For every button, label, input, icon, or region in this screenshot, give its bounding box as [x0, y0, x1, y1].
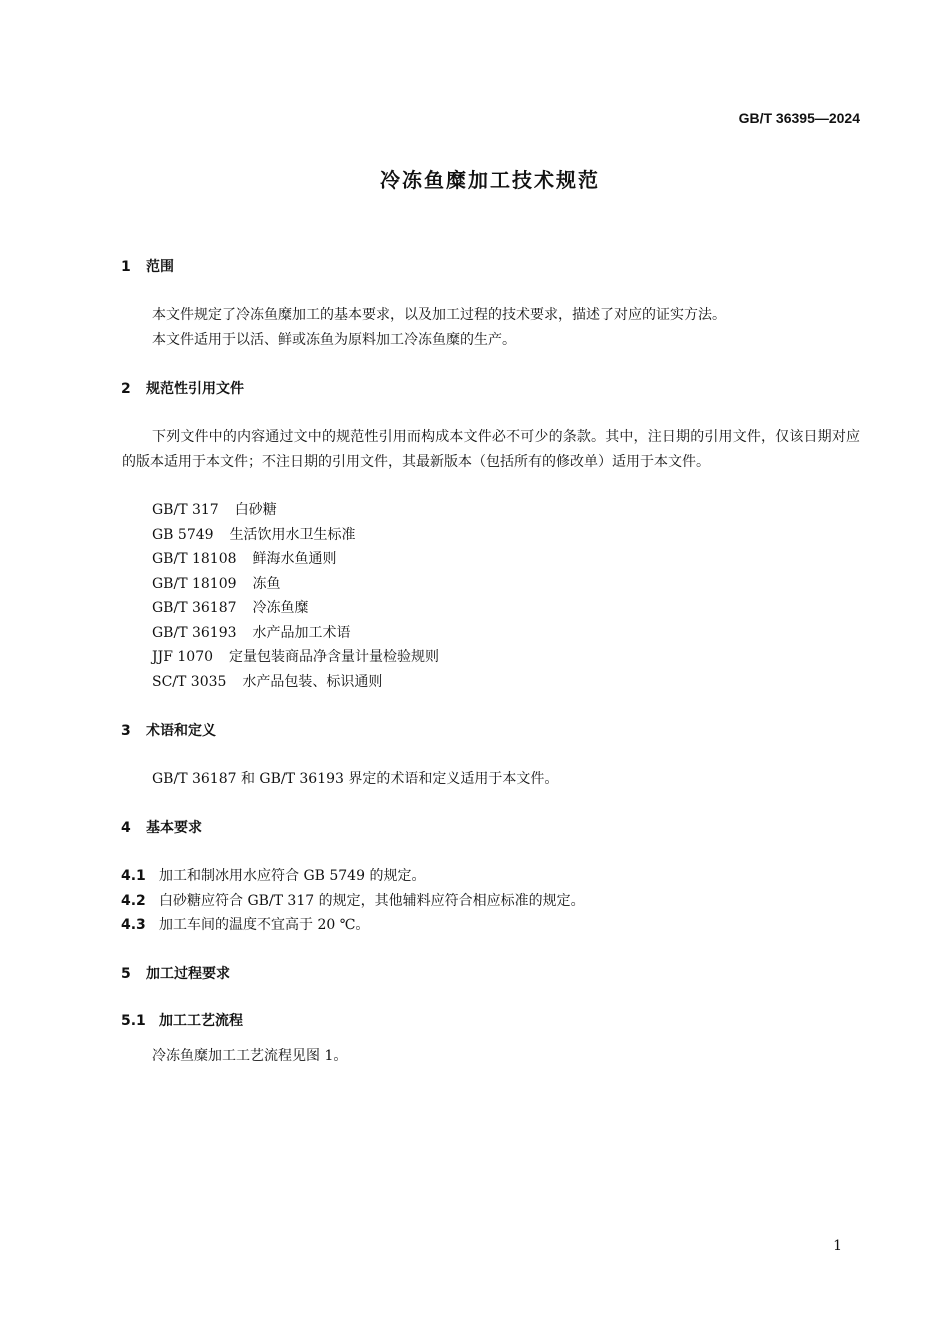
- reference-name: 鲜海水鱼通则: [252, 551, 337, 567]
- reference-item: [152, 523, 356, 548]
- reference-code: GB/T 36187: [152, 600, 237, 616]
- reference-code: JJF 1070: [152, 649, 214, 665]
- reference-code: GB/T 317: [152, 502, 219, 518]
- section-1-paragraph-1: 本文件规定了冷冻鱼糜加工的基本要求，以及加工过程的技术要求，描述了对应的证实方法。: [152, 307, 726, 323]
- subsection-5-1-heading: [121, 1009, 243, 1033]
- subsection-5-1-paragraph: 冷冻鱼糜加工工艺流程见图 1。: [152, 1048, 348, 1064]
- section-title: 术语和定义: [146, 723, 216, 739]
- section-1-heading: [121, 256, 174, 276]
- section-3-paragraph: GB/T 36187 和 GB/T 36193 界定的术语和定义适用于本文件。: [152, 771, 559, 787]
- clause-4-2: [121, 889, 585, 913]
- reference-code: GB/T 18109: [152, 576, 237, 592]
- clause-text: 白砂糖应符合 GB/T 317 的规定，其他辅料应符合相应标准的规定。: [159, 893, 585, 909]
- section-3-heading: [121, 720, 216, 740]
- reference-code: SC/T 3035: [152, 674, 227, 690]
- section-title: 加工过程要求: [146, 966, 230, 982]
- reference-item: [152, 572, 281, 597]
- reference-code: GB/T 36193: [152, 625, 237, 641]
- clause-text: 加工车间的温度不宜高于 20 ℃。: [159, 917, 370, 933]
- section-5-heading: [121, 963, 230, 983]
- reference-item: [152, 621, 351, 646]
- reference-name: 水产品加工术语: [252, 625, 351, 641]
- clause-4-3: [121, 913, 369, 937]
- section-number: 4: [121, 820, 131, 836]
- reference-name: 白砂糖: [234, 502, 277, 518]
- reference-name: 冷冻鱼糜: [252, 600, 309, 616]
- document-title: 冷冻鱼糜加工技术规范: [380, 168, 600, 192]
- reference-name: 定量包装商品净含量计量检验规则: [229, 649, 440, 665]
- clause-number: 5.1: [121, 1013, 146, 1029]
- clause-4-1: [121, 864, 425, 888]
- subsection-title: 加工工艺流程: [159, 1013, 243, 1029]
- reference-item: [152, 596, 309, 621]
- section-number: 3: [121, 723, 131, 739]
- section-2-paragraph: 下列文件中的内容通过文中的规范性引用而构成本文件必不可少的条款。其中，注日期的引用文件，仅该日期对应的版本适用于本文件；不注日期的引用文件，其最新版本（包括所有的修改单）适用于本文件。: [122, 429, 860, 470]
- section-title: 规范性引用文件: [146, 381, 244, 397]
- clause-text: 加工和制冰用水应符合 GB 5749 的规定。: [159, 868, 426, 884]
- clause-number: 4.2: [121, 893, 146, 909]
- reference-code: GB/T 18108: [152, 551, 237, 567]
- section-4-heading: [121, 817, 202, 837]
- section-number: 2: [121, 381, 131, 397]
- reference-code: GB 5749: [152, 527, 214, 543]
- clause-number: 4.1: [121, 868, 146, 884]
- reference-name: 生活饮用水卫生标准: [229, 527, 356, 543]
- reference-name: 水产品包装、标识通则: [242, 674, 383, 690]
- reference-item: [152, 670, 382, 695]
- reference-name: 冻鱼: [252, 576, 281, 592]
- section-title: 范围: [146, 259, 174, 275]
- section-1-paragraph-2: 本文件适用于以活、鲜或冻鱼为原料加工冷冻鱼糜的生产。: [152, 332, 516, 348]
- standard-number: GB/T 36395—2024: [738, 110, 860, 126]
- section-number: 1: [121, 259, 131, 275]
- clause-number: 4.3: [121, 917, 146, 933]
- section-title: 基本要求: [146, 820, 202, 836]
- section-2-heading: [121, 378, 244, 398]
- section-number: 5: [121, 966, 131, 982]
- page-number: 1: [833, 1238, 842, 1254]
- reference-item: [152, 547, 337, 572]
- reference-item: [152, 645, 439, 670]
- reference-item: [152, 498, 277, 523]
